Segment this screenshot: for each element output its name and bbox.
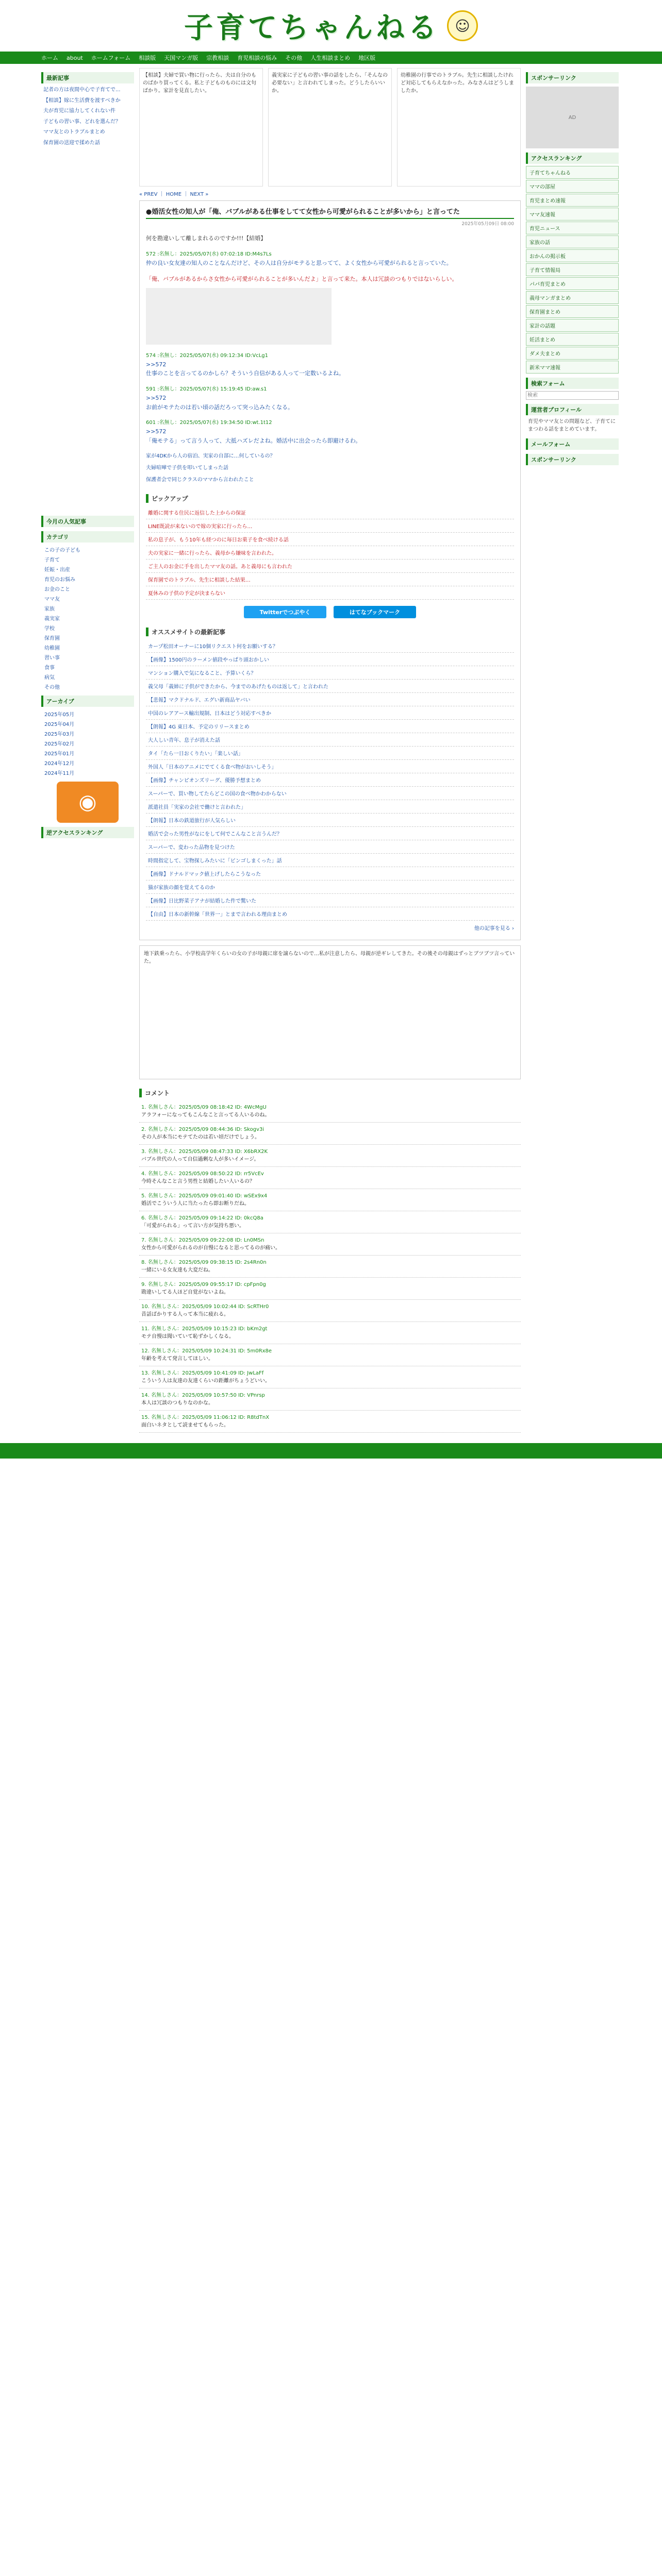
site-logo[interactable]: 子育てちゃんねる xyxy=(184,11,440,45)
left-sidebar xyxy=(41,68,134,1433)
article-date: 2025年05月09日 08:00 xyxy=(461,222,514,227)
comment xyxy=(139,1211,521,1233)
comment-body: 本人は冗談のつもりなのかな。 xyxy=(141,1400,213,1406)
comment-body: モテ自慢は聞いていて恥ずかしくなる。 xyxy=(141,1334,234,1340)
comment xyxy=(139,1123,521,1145)
pickup-link[interactable]: 離婚に関する住民に返信した上からの保証 xyxy=(146,506,514,519)
article-image xyxy=(146,288,332,345)
friend-link[interactable]: 妊活まとめ xyxy=(526,333,619,346)
article-title: ●婚活女性の知人が「俺、バブルがある仕事をしてて女性から可愛がられることが多いから」と言ってた xyxy=(146,206,514,219)
reco-link[interactable]: 派遣社員「実家の会社で働けと言われた」 xyxy=(146,800,514,814)
post-list xyxy=(146,250,514,446)
category-link[interactable]: 病気 xyxy=(44,675,55,681)
comment-header: 10. 名無しさん：2025/05/09 10:02:44 ID: ScRTHr0 xyxy=(141,1304,269,1310)
post-body: >>572 仕事のことを言ってるのかしら？そういう自信がある人って一定数いるよね。 xyxy=(146,361,344,377)
footer-bar xyxy=(0,1443,662,1459)
recent-item[interactable]: 夫が育児に協力してくれない件 xyxy=(43,108,115,114)
pickup-title: ピックアップ xyxy=(146,494,514,503)
comment-header: 4. 名無しさん：2025/05/09 08:50:22 ID: rr5VcEv xyxy=(141,1171,264,1177)
friend-link[interactable]: ママ友速報 xyxy=(526,208,619,221)
comment-body: 今時そんなこと言う男性と結婚したい人いるの？ xyxy=(141,1179,255,1185)
recent-item[interactable]: 保育園の送迎で揉めた話 xyxy=(43,140,100,146)
category-link[interactable]: ママ友 xyxy=(44,597,60,602)
category-link[interactable]: 学校 xyxy=(44,626,55,632)
archive-list xyxy=(41,709,134,777)
related-box: 地下鉄乗ったら、小学校高学年くらいの女の子が母親に席を譲らないので…私が注意したら、母親が逆ギレしてきた。その後その母親はずっとブツブツ言っていた。 xyxy=(139,945,521,1079)
reco-link[interactable]: カープ松田オーナーに10個リクエスト何をお願いする？ xyxy=(146,639,514,653)
comment-header: 3. 名無しさん：2025/05/09 08:47:33 ID: X6bRX2K xyxy=(141,1149,268,1155)
post-body: 「俺、バブルがあるからさ女性から可愛がられることが多いんだよ」と言って来た。本人は冗談のつもりではないらしい。 xyxy=(146,276,458,283)
post xyxy=(146,275,514,284)
reco-link[interactable]: 時間指定して、宝物探しみたいに「ビンゴしまくった」話 xyxy=(146,854,514,867)
pickup-link[interactable]: LINE既読が来ないので嫁の実家に行ったら… xyxy=(146,519,514,533)
reco-link[interactable]: 【朗報】4G 東日本、予定のリリースまとめ xyxy=(146,720,514,733)
archive-title: アーカイブ xyxy=(41,696,134,707)
friends-title: アクセスランキング xyxy=(526,152,619,164)
comment-header: 15. 名無しさん：2025/05/09 11:06:12 ID: R8tdTnX xyxy=(141,1415,270,1421)
comment-header: 13. 名無しさん：2025/05/09 10:41:09 ID: JwLaFf xyxy=(141,1370,264,1377)
recent-item[interactable]: 【相談】嫁に生活費を渡すべきか xyxy=(43,97,121,104)
friend-link[interactable]: ママの部屋 xyxy=(526,180,619,193)
comment-body: 婚活でこういう人に当たったら即お断りだね。 xyxy=(141,1201,250,1207)
comment xyxy=(139,1100,521,1123)
site-header xyxy=(0,0,662,52)
comment-body: その人が本当にモテてたのは若い頃だけでしょう。 xyxy=(141,1134,260,1141)
nav-link[interactable]: ホーム xyxy=(41,55,58,61)
top-blurbs xyxy=(139,68,521,187)
comment-header: 1. 名無しさん：2025/05/09 08:18:42 ID: 4WcMgU xyxy=(141,1105,267,1111)
ad-banner[interactable]: AD xyxy=(526,87,619,148)
reco-link[interactable]: 【朗報】日本の鉄道旅行が人気らしい xyxy=(146,814,514,827)
category-link[interactable]: 保育園 xyxy=(44,636,60,641)
recent-title: 最新記事 xyxy=(41,72,134,83)
nav-link[interactable]: 育児相談の悩み xyxy=(237,55,277,61)
comment-body: アラフォーになってもこんなこと言ってる人いるのね。 xyxy=(141,1112,270,1118)
friend-link[interactable]: 子育てちゃんねる xyxy=(526,166,619,179)
category-title: カテゴリ xyxy=(41,531,134,543)
friend-link[interactable]: 義母マンガまとめ xyxy=(526,291,619,304)
nav-link[interactable]: 地区版 xyxy=(358,55,376,61)
reco-link[interactable]: マンション購入で気になること、予算いくら？ xyxy=(146,666,514,680)
comments-title: コメント xyxy=(139,1089,521,1097)
pickup-link[interactable]: 私の息子が、もう10年も経つのに毎日お菓子を食べ続ける話 xyxy=(146,533,514,546)
archive-link[interactable]: 2024年11月 xyxy=(44,771,75,776)
comment-header: 14. 名無しさん：2025/05/09 10:57:50 ID: VPnrsp xyxy=(141,1393,265,1399)
blurb-1[interactable]: 【相談】夫婦で買い物に行ったら、夫は自分のものばかり買ってくる。私と子どものものには文句ばかり。家計を見直したい。 xyxy=(139,68,263,187)
comment xyxy=(139,1167,521,1189)
mascot-icon: ☺ xyxy=(447,10,478,41)
reco-link[interactable]: 外国人「日本のアニメにでてくる食べ物がおいしそう」 xyxy=(146,760,514,773)
recent-item[interactable]: 子どもの習い事、どれを選んだ？ xyxy=(43,118,121,125)
comment xyxy=(139,1322,521,1344)
comment-body: 女性から可愛がられるのが自慢になると思ってるのが痛い。 xyxy=(141,1245,280,1251)
popular-title: 今月の人気記事 xyxy=(41,516,134,527)
nav-link[interactable]: about xyxy=(67,54,83,61)
friend-link[interactable]: 育児まとめ速報 xyxy=(526,194,619,207)
comment-header: 12. 名無しさん：2025/05/09 10:24:31 ID: 5m0Rx8e xyxy=(141,1348,272,1354)
right-sidebar xyxy=(526,68,619,1433)
reco-link[interactable]: 【悲報】マクドナルド、エグい新商品ヤバい xyxy=(146,693,514,706)
post-header: 574 :名無し：2025/05/07(水) 09:12:34 ID:VcLg1 xyxy=(146,352,268,359)
comment-body: バブル世代の人って自信過剰な人が多いイメージ。 xyxy=(141,1157,259,1163)
archive-link[interactable]: 2025年03月 xyxy=(44,732,75,737)
category-list xyxy=(41,545,134,691)
category-link[interactable]: その他 xyxy=(44,685,60,690)
comment-body: 面白いネタとして読ませてもらった。 xyxy=(141,1422,229,1429)
reco-link[interactable]: 【画像】チャンピオンズリーグ、優勝予想まとめ xyxy=(146,773,514,787)
nav-link[interactable]: 天国マンガ版 xyxy=(164,55,198,61)
category-link[interactable]: 子育て xyxy=(44,557,60,563)
inline-link[interactable]: 夫婦喧嘩で子供を叩いてしまった話 xyxy=(146,465,228,471)
recent-item[interactable]: ママ友とのトラブルまとめ xyxy=(43,129,105,135)
friend-link[interactable]: 新米ママ速報 xyxy=(526,361,619,374)
search-input[interactable] xyxy=(526,391,619,400)
comment-header: 6. 名無しさん：2025/05/09 09:14:22 ID: 0kcQ8a xyxy=(141,1215,263,1222)
category-link[interactable]: 義実家 xyxy=(44,616,60,622)
friend-link[interactable]: 保育園まとめ xyxy=(526,305,619,318)
comment-header: 9. 名無しさん：2025/05/09 09:55:17 ID: cpFpn0g xyxy=(141,1282,266,1288)
reco-link[interactable]: 【画像】1500円のラーメン値段やっぱり頭おかしい xyxy=(146,653,514,666)
comment xyxy=(139,1344,521,1366)
category-link[interactable]: 家族 xyxy=(44,606,55,612)
reco-link[interactable]: スーパーで、変わった品物を見つけた xyxy=(146,840,514,854)
article-intro: 何を勘違いして離しまれるのですか!!!【結婚】 xyxy=(146,235,267,242)
ranking-title: 逆アクセスランキング xyxy=(41,827,134,838)
post-body: 仲の良い女友達の知人のことなんだけど、その人は自分がモテると思ってて、よく女性から可愛がられると言っていた。 xyxy=(146,259,452,266)
reco-link[interactable]: 中国のレアアース輸出規制、日本はどう対応すべきか xyxy=(146,706,514,720)
comment xyxy=(139,1145,521,1167)
friend-link[interactable]: 子育て情報局 xyxy=(526,263,619,276)
reco-list xyxy=(146,639,514,921)
reco-link[interactable]: 義父母「義姉に子供ができたから、今までのあげたものは返して」と言われた xyxy=(146,680,514,693)
comment-body: こういう人は友達の友達くらいの距離がちょうどいい。 xyxy=(141,1378,270,1384)
post xyxy=(146,250,514,268)
reco-link[interactable]: 【画像】ドナルドマック値上げしたらこうなった xyxy=(146,867,514,880)
comment-body: 年齢を考えて発言してほしい。 xyxy=(141,1356,213,1362)
comment-header: 7. 名無しさん：2025/05/09 09:22:08 ID: Ln0MSn xyxy=(141,1238,264,1244)
reco-link[interactable]: スーパーで、買い物してたらどこの国の食べ物かわからない xyxy=(146,787,514,800)
comment-header: 8. 名無しさん：2025/05/09 09:38:15 ID: 2s4Rn0n xyxy=(141,1260,267,1266)
reco-link[interactable]: 大人しい青年、息子が消えた話 xyxy=(146,733,514,747)
post-header: 572 :名無し：2025/05/07(水) 07:02:18 ID:M4s7Ls xyxy=(146,251,272,257)
post-header: 591 :名無し：2025/05/07(水) 15:19:45 ID:aw.s1 xyxy=(146,386,267,392)
reco-title: オススメサイトの最新記事 xyxy=(146,628,514,636)
pickup-link[interactable]: ご主人のお金に手を出したママ友の話。あと義母にも言われた xyxy=(146,560,514,573)
archive-link[interactable]: 2025年05月 xyxy=(44,712,75,718)
friend-link[interactable]: パパ育児まとめ xyxy=(526,277,619,290)
friend-link[interactable]: ダメ夫まとめ xyxy=(526,347,619,360)
hatena-bookmark-button[interactable]: はてなブックマーク xyxy=(334,606,416,618)
comment-body: 一緒にいる女友達も大変だね。 xyxy=(141,1267,213,1274)
post-header: 601 :名無し：2025/05/07(水) 19:34:50 ID:wt.1t12 xyxy=(146,420,272,426)
category-link[interactable]: 育児のお悩み xyxy=(44,577,75,583)
friend-link[interactable]: 家計の話題 xyxy=(526,319,619,332)
inline-link[interactable]: 保護者会で同じクラスのママから言われたこと xyxy=(146,477,254,483)
blurb-3[interactable]: 幼稚園の行事でのトラブル。先生に相談したけれど対応してもらえなかった。みなさんはどうしましたか。 xyxy=(397,68,521,187)
nav-link[interactable]: その他 xyxy=(285,55,303,61)
inline-link[interactable]: 家が4DKから人の宿泊、実家の自部に…何しているの？ xyxy=(146,453,275,460)
pager[interactable]: « PREV ｜ HOME ｜ NEXT » xyxy=(139,192,209,197)
category-link[interactable]: 習い事 xyxy=(44,655,60,661)
comment-header: 11. 名無しさん：2025/05/09 10:15:23 ID: bKm2gt xyxy=(141,1326,268,1332)
nav-link[interactable]: 宗教相談 xyxy=(206,55,229,61)
nav-link[interactable]: 人生相談まとめ xyxy=(310,55,351,61)
category-link[interactable]: お金のこと xyxy=(44,587,70,592)
archive-link[interactable]: 2025年04月 xyxy=(44,722,75,727)
main-content xyxy=(139,68,521,1433)
search-title: 検索フォーム xyxy=(526,378,619,389)
friend-link[interactable]: 家族の話 xyxy=(526,235,619,248)
twitter-share-button[interactable]: Twitterでつぶやく xyxy=(244,606,326,618)
nav-link[interactable]: 相談版 xyxy=(139,55,156,61)
archive-link[interactable]: 2025年01月 xyxy=(44,751,75,757)
comment-body: 勘違いしてる人ほど自覚がないよね。 xyxy=(141,1290,229,1296)
nav-link[interactable]: ホームフォーム xyxy=(91,55,131,61)
comment-body: 昔話ばかりする人って本当に疲れる。 xyxy=(141,1312,229,1318)
pickup-link[interactable]: 夏休みの子供の予定が決まらない xyxy=(146,586,514,600)
sponsor2-title: スポンサーリンク xyxy=(526,454,619,465)
global-nav xyxy=(0,52,662,64)
comment xyxy=(139,1300,521,1322)
comment xyxy=(139,1366,521,1388)
post xyxy=(146,419,514,445)
post-body: >>572 お前がモテたのは若い頃の話だろって突っ込みたくなる。 xyxy=(146,394,293,411)
category-link[interactable]: 幼稚園 xyxy=(44,646,60,651)
reco-link[interactable]: 【自由】日本の新幹線「世界一」とまで言われる理由まとめ xyxy=(146,907,514,921)
post xyxy=(146,352,514,378)
reco-link[interactable]: 婚活で会った男性がなにをして何でこんなこと言うんだ？ xyxy=(146,827,514,840)
about-text: 育児やママ友との問題など、子育てにまつわる話をまとめています。 xyxy=(528,419,616,432)
recent-item[interactable]: 記者の方は夜間中心で子育てで... xyxy=(43,87,121,93)
share-row xyxy=(146,606,514,618)
comment xyxy=(139,1189,521,1211)
article xyxy=(139,200,521,940)
friend-link[interactable]: 育児ニュース xyxy=(526,222,619,234)
friends-list xyxy=(526,166,619,374)
inline-links xyxy=(146,449,514,485)
archive-link[interactable]: 2024年12月 xyxy=(44,761,75,767)
about-title: 運営者プロフィール xyxy=(526,404,619,415)
comment xyxy=(139,1233,521,1256)
mail-title: メールフォーム xyxy=(526,438,619,450)
category-link[interactable]: この子の子ども xyxy=(44,548,80,553)
post xyxy=(146,385,514,412)
blurb-2[interactable]: 義実家に子どもの習い事の話をしたら、「そんなの必要ない」と言われてしまった。どうしたらいいか。 xyxy=(268,68,392,187)
archive-link[interactable]: 2025年02月 xyxy=(44,741,75,747)
comment-header: 2. 名無しさん：2025/05/09 08:44:36 ID: Skogv3i xyxy=(141,1127,264,1133)
pickup-link[interactable]: 夫の実家に一緒に行ったら、義母から嫌味を言われた。 xyxy=(146,546,514,560)
pickup-link[interactable]: 保育園でのトラブル、先生に相談した結果… xyxy=(146,573,514,586)
rss-icon[interactable]: ◉ xyxy=(57,782,119,823)
category-link[interactable]: 食事 xyxy=(44,665,55,671)
reco-link[interactable]: 【画像】日比野菜子アナが結婚した件で驚いた xyxy=(146,894,514,907)
reco-more-link[interactable]: 他の記事を見る › xyxy=(474,926,514,932)
pickup-list xyxy=(146,506,514,600)
comment-list xyxy=(139,1100,521,1433)
reco-link[interactable]: タイ「たら一日おくりたい」「楽しい話」 xyxy=(146,747,514,760)
sponsor-title: スポンサーリンク xyxy=(526,72,619,83)
comment xyxy=(139,1411,521,1433)
recent-spacer xyxy=(41,151,134,512)
reco-link[interactable]: 猫が家族の顔を覚えてるのか xyxy=(146,880,514,894)
post-body: >>572 「俺モテる」って言う人って、大抵ハズレだよね。婚活中に出会ったら即避けるわ。 xyxy=(146,428,361,444)
comment-header: 5. 名無しさん：2025/05/09 09:01:40 ID: wSEx9x4 xyxy=(141,1193,268,1199)
comment xyxy=(139,1278,521,1300)
comment xyxy=(139,1256,521,1278)
friend-link[interactable]: おかんの掲示板 xyxy=(526,249,619,262)
category-link[interactable]: 妊娠・出産 xyxy=(44,567,70,573)
comment-body: 「可愛がられる」って言い方が気持ち悪い。 xyxy=(141,1223,244,1229)
comment xyxy=(139,1388,521,1411)
recent-list xyxy=(41,86,134,151)
